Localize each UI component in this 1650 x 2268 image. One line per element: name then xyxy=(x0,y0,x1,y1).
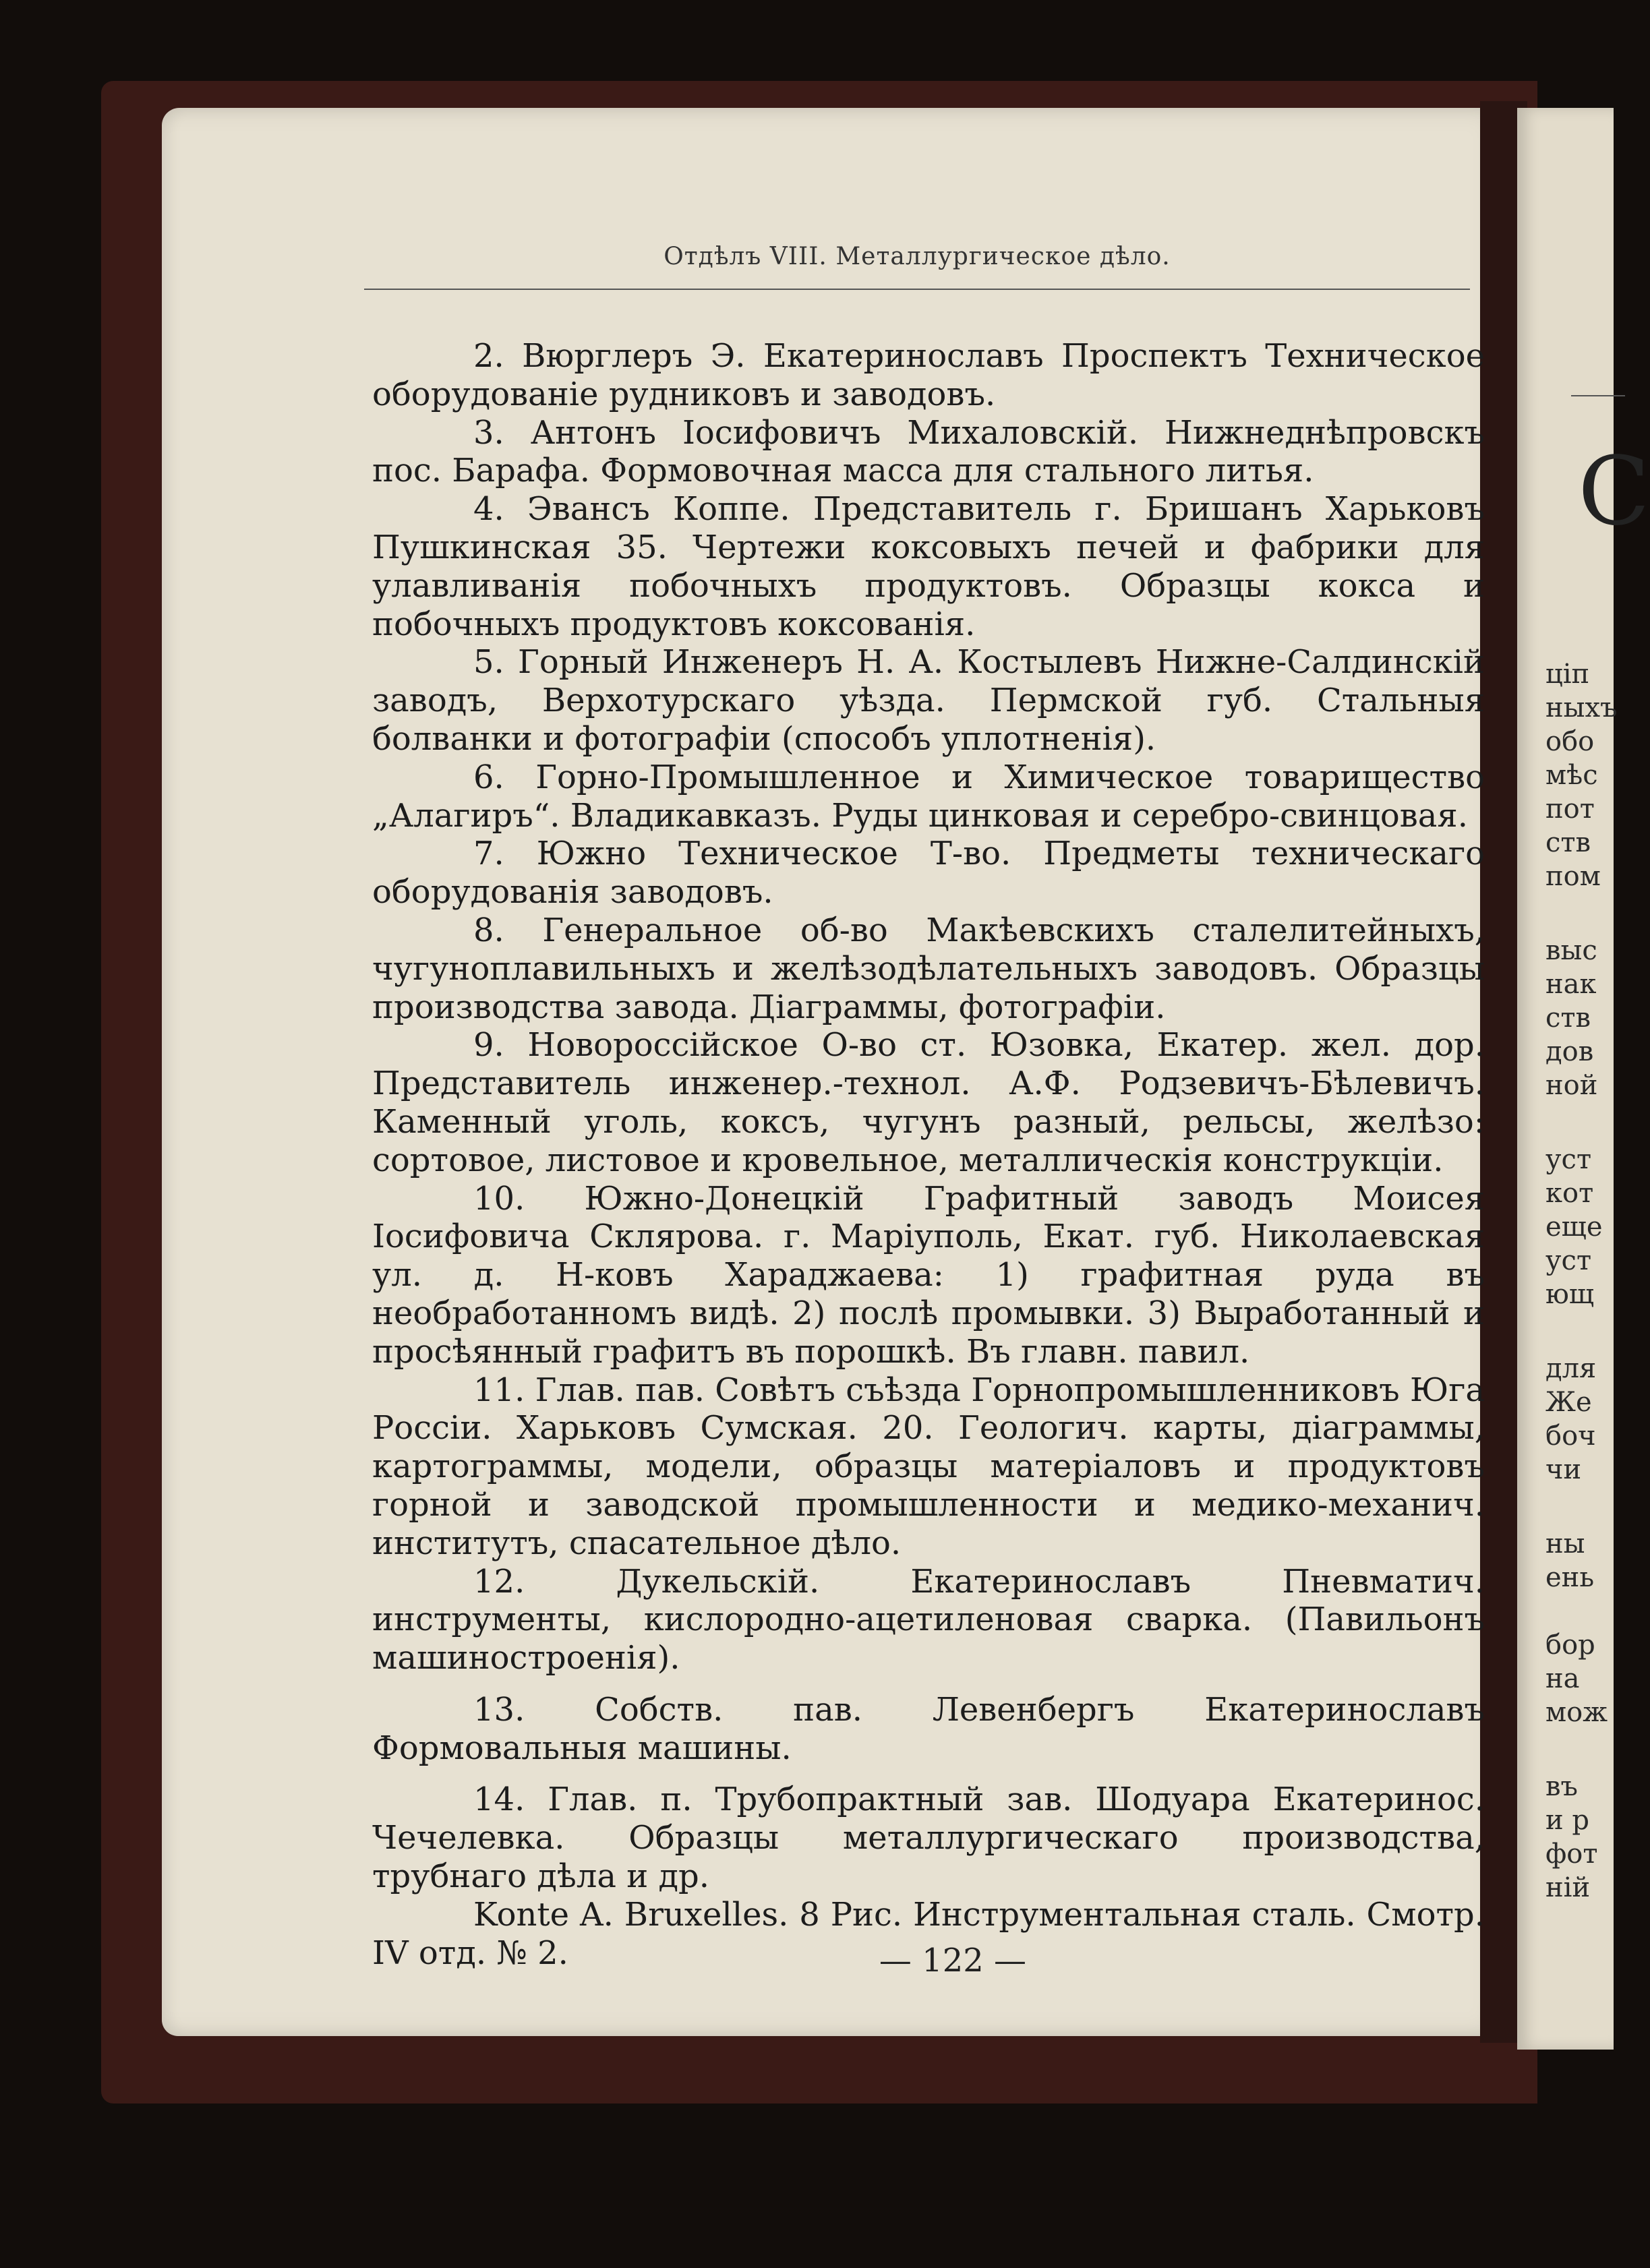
entry-6: 6. Горно-Промышленное и Химическое товарищество „Алагиръ“. Владикавказъ. Руды цинковая и серебро-свинцовая. xyxy=(372,758,1485,835)
page-body xyxy=(372,337,1485,1972)
entry-9: 9. Новороссійское О-во ст. Юзовка, Екатер. жел. дор. Представитель инженер.-технол. А.Ф. Родзевичъ-Бѣлевичъ. Каменный уголь, коксъ, чугунъ разный, рельсы, желѣзо: сортовое, листовое и кровельное, металлическія конструкціи. xyxy=(372,1026,1485,1179)
entry-7: 7. Южно Техническое Т-во. Предметы техническаго оборудованія заводовъ. xyxy=(372,835,1485,912)
entry-5: 5. Горный Инженеръ Н. А. Костылевъ Нижне-Салдинскій заводъ, Верхотурскаго уѣзда. Пермской губ. Стальныя болванки и фотографіи (способъ уплотненія). xyxy=(372,643,1485,758)
facing-page-fragment: уст xyxy=(1545,1245,1592,1276)
facing-page-fragment: ств xyxy=(1545,1003,1591,1034)
facing-page-fragment: и р xyxy=(1545,1805,1589,1836)
facing-page-fragment: обо xyxy=(1545,726,1595,757)
facing-page-fragment: выс xyxy=(1545,935,1597,966)
header-rule xyxy=(364,289,1470,290)
facing-page-fragment: для xyxy=(1545,1353,1597,1384)
entry-konte: Konte A. Bruxelles. 8 Рис. Инструментальная сталь. Смотр. IV отд. № 2. xyxy=(372,1895,1485,1972)
entry-8: 8. Генеральное об-во Макѣевскихъ сталелитейныхъ, чугуноплавильныхъ и желѣзодѣлательныхъ заводовъ. Образцы производства завода. Діаграммы, фотографіи. xyxy=(372,911,1485,1026)
entry-11: 11. Глав. пав. Совѣтъ съѣзда Горнопромышленниковъ Юга Россіи. Харьковъ Сумская. 20. Геологич. карты, діаграммы, картограммы, модели, образцы матеріаловъ и продуктовъ горной и заводской промышленности и медико-механич. институтъ, спасательное дѣло. xyxy=(372,1371,1485,1562)
facing-page-fragment: кот xyxy=(1545,1178,1594,1209)
facing-page-fragment: ны xyxy=(1545,1528,1585,1559)
entry-3: 3. Антонъ Іосифовичъ Михаловскій. Нижнеднѣпровскъ пос. Барафа. Формовочная масса для стального литья. xyxy=(372,413,1485,490)
facing-page-fragment: ній xyxy=(1545,1872,1591,1903)
facing-page-fragment: пом xyxy=(1545,861,1601,892)
running-header: Отдѣлъ VIII. Металлургическое дѣло. xyxy=(664,243,1171,270)
entry-2: 2. Вюрглеръ Э. Екатеринославъ Проспектъ Техническое оборудованіе рудниковъ и заводовъ. xyxy=(372,337,1485,413)
facing-page-fragment: нак xyxy=(1545,969,1597,1000)
entry-12: 12. Дукельскій. Екатеринославъ Пневматич. инструменты, кислородно-ацетиленовая сварка. (Павильонъ машиностроенія). xyxy=(372,1562,1485,1677)
facing-page-fragment: еще xyxy=(1545,1212,1603,1243)
facing-page-fragment: на xyxy=(1545,1663,1580,1694)
facing-page-fragment: мож xyxy=(1545,1697,1608,1728)
entry-10: 10. Южно-Донецкій Графитный заводъ Моисея Іосифовича Склярова. г. Маріуполь, Екат. губ. Николаевская ул. д. Н-ковъ Хараджаева: 1) графитная руда въ необработанномъ видѣ. 2) послѣ промывки. 3) Выработанный и просѣянный графитъ въ порошкѣ. Въ главн. павил. xyxy=(372,1179,1485,1371)
facing-page-fragment: дов xyxy=(1545,1036,1594,1067)
entry-4: 4. Эвансъ Коппе. Представитель г. Бришанъ Харьковъ Пушкинская 35. Чертежи коксовыхъ печей и фабрики для улавливанія побочныхъ продуктовъ. Образцы кокса и побочныхъ продуктовъ коксованія. xyxy=(372,490,1485,643)
facing-page-fragment: фот xyxy=(1545,1839,1598,1870)
facing-page-fragment: пот xyxy=(1545,794,1595,825)
facing-page xyxy=(1517,108,1650,2050)
facing-page-fragment: мѣс xyxy=(1545,760,1598,791)
facing-page-rule xyxy=(1571,395,1625,396)
facing-page-fragment: ств xyxy=(1545,827,1591,858)
facing-page-fragment: уст xyxy=(1545,1144,1592,1175)
entry-14: 14. Глав. п. Трубопрактный зав. Шодуара Екатеринос. Чечелевка. Образцы металлургическаго производства, трубнаго дѣла и др. xyxy=(372,1781,1485,1896)
facing-page-fragment: въ xyxy=(1545,1771,1578,1802)
facing-page-initial: С xyxy=(1578,437,1650,547)
facing-page-fragment: ныхъ xyxy=(1545,692,1618,723)
facing-page-fragment: бор xyxy=(1545,1630,1595,1661)
facing-page-fragment: чи xyxy=(1545,1454,1582,1485)
facing-page-fragment: ющ xyxy=(1545,1279,1595,1310)
facing-page-fragment: ціп xyxy=(1545,659,1590,690)
facing-page-fragment: боч xyxy=(1545,1421,1596,1452)
facing-page-fragment: ной xyxy=(1545,1070,1598,1101)
facing-page-fragment: ень xyxy=(1545,1562,1595,1593)
page-number: — 122 — xyxy=(879,1942,1027,1979)
entry-13: 13. Собств. пав. Левенбергъ Екатеринославъ Формовальныя машины. xyxy=(372,1690,1485,1767)
facing-page-fragment: Же xyxy=(1545,1387,1592,1418)
